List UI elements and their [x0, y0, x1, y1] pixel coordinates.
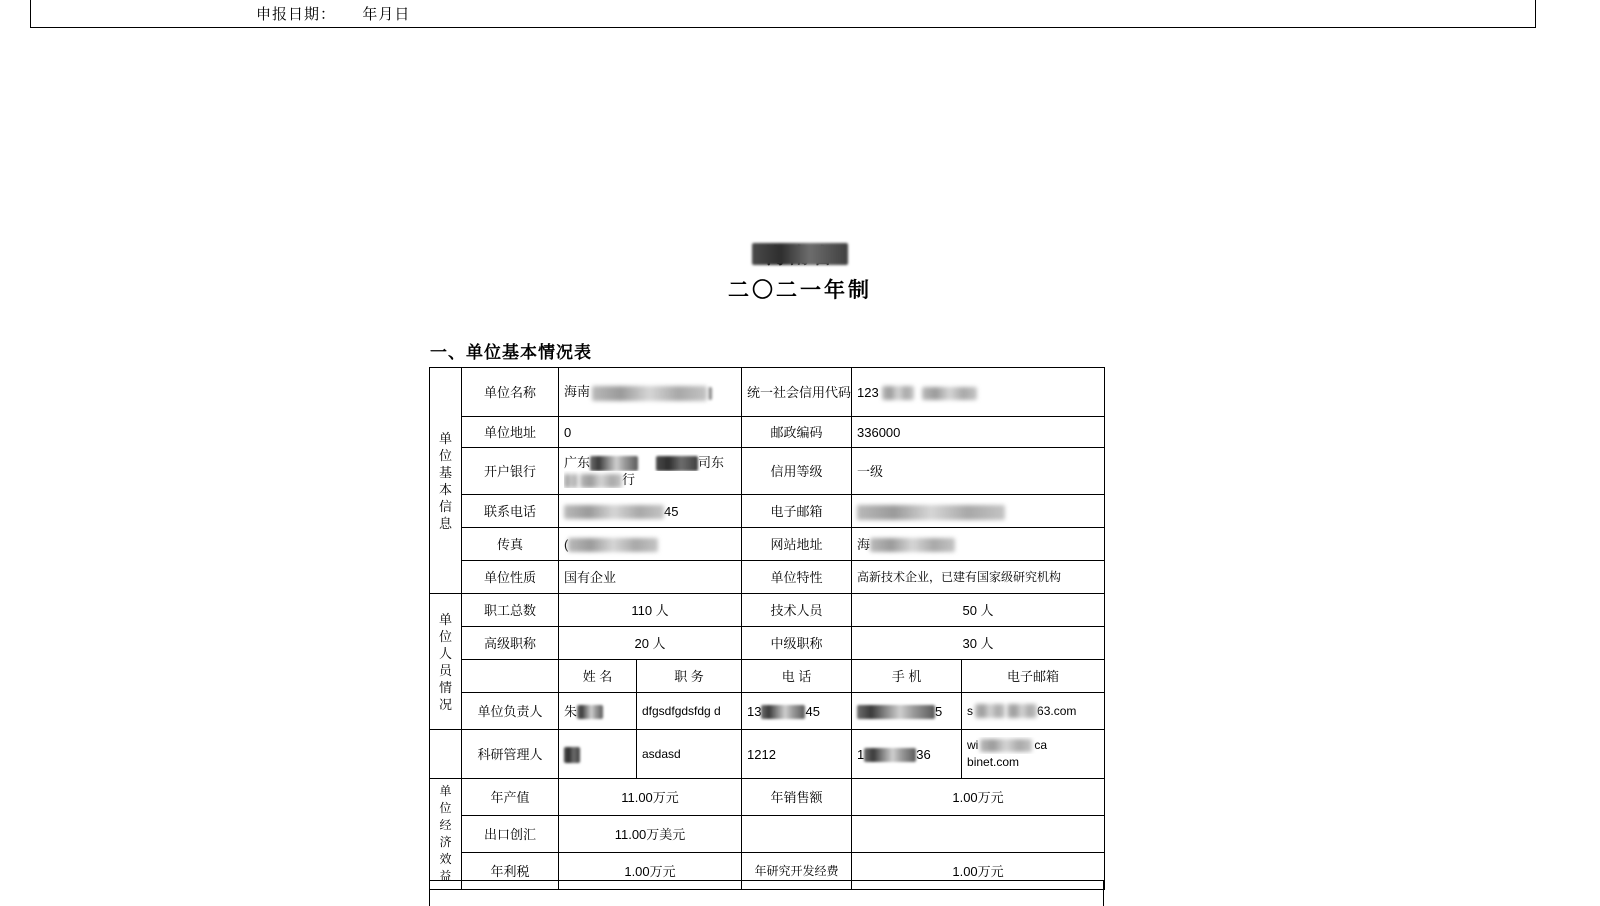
column-header-email: 电子邮箱	[962, 660, 1105, 693]
value-postcode: 336000	[852, 417, 1105, 448]
table-row	[430, 730, 1105, 779]
column-header-name: 姓 名	[559, 660, 637, 693]
label-export-earnings: 出口创汇	[462, 816, 559, 853]
declaration-date-line	[256, 3, 410, 24]
value-research-name	[559, 730, 637, 779]
label-email: 电子邮箱	[742, 495, 852, 528]
label-unit-leader: 单位负责人	[462, 693, 559, 730]
value-phone-text: 45	[664, 503, 679, 519]
value-research-mobile-tail: 36	[916, 746, 931, 762]
column-header-tel: 电 话	[742, 660, 852, 693]
label-annual-tax: 年利税	[462, 853, 559, 890]
table-row	[430, 417, 1105, 448]
value-bank	[559, 448, 742, 495]
redaction-icon	[980, 739, 1032, 752]
redaction-icon	[975, 704, 1005, 718]
label-credit-rank: 信用等级	[742, 448, 852, 495]
label-research-manager: 科研管理人	[462, 730, 559, 779]
label-unit-name: 单位名称	[462, 368, 559, 417]
redaction-title-icon	[752, 243, 848, 265]
label-mid-title: 中级职称	[742, 627, 852, 660]
value-annual-tax: 1.00万元	[559, 853, 742, 890]
redaction-icon	[564, 505, 664, 519]
value-phone	[559, 495, 742, 528]
label-phone: 联系电话	[462, 495, 559, 528]
value-leader-email-head: s	[967, 703, 974, 718]
value-leader-tel-tail: 45	[805, 703, 820, 719]
table-row	[430, 495, 1105, 528]
label-annual-sales: 年销售额	[742, 779, 852, 816]
value-research-tel: 1212	[742, 730, 852, 779]
redaction-icon	[656, 456, 698, 471]
table-row	[430, 368, 1105, 417]
table-row	[430, 627, 1105, 660]
label-postcode: 邮政编码	[742, 417, 852, 448]
redaction-icon	[761, 705, 805, 719]
redaction-icon	[857, 505, 1005, 520]
value-leader-name	[559, 693, 637, 730]
label-tech-staff: 技术人员	[742, 594, 852, 627]
value-rd-funding: 1.00万元	[852, 853, 1105, 890]
redaction-icon	[580, 474, 622, 488]
redaction-icon	[922, 387, 977, 400]
label-annual-output: 年产值	[462, 779, 559, 816]
value-credit-code-text: 123	[857, 384, 879, 400]
value-research-duty: asdasd	[637, 730, 742, 779]
value-fax-text: (	[564, 536, 569, 552]
redaction-icon	[870, 538, 955, 552]
table-row	[430, 448, 1105, 495]
value-unit-address: 0	[559, 417, 742, 448]
value-leader-mobile	[852, 693, 962, 730]
value-email	[852, 495, 1105, 528]
redaction-icon	[864, 748, 916, 762]
table-row	[430, 816, 1105, 853]
value-credit-rank: 一级	[852, 448, 1105, 495]
group-label-basic-info: 单 位 基 本 信 息	[430, 368, 462, 594]
previous-page-table-strip	[30, 0, 1536, 28]
value-research-email	[962, 730, 1105, 779]
redaction-icon	[592, 386, 707, 401]
column-header-mobile: 手 机	[852, 660, 962, 693]
value-unit-feature: 高新技术企业，已建有国家级研究机构	[852, 561, 1105, 594]
table-row	[430, 693, 1105, 730]
unit-basic-info-table	[429, 367, 1105, 890]
empty-cell	[462, 660, 559, 693]
section-heading: 一、单位基本情况表	[430, 343, 592, 362]
redaction-icon	[882, 386, 914, 400]
value-leader-mobile-tail: 5	[935, 703, 943, 719]
table-row	[430, 660, 1105, 693]
redaction-icon	[590, 456, 638, 471]
value-unit-name	[559, 368, 742, 417]
label-staff-total: 职工总数	[462, 594, 559, 627]
column-header-duty: 职 务	[637, 660, 742, 693]
label-bank: 开户银行	[462, 448, 559, 495]
table-row	[430, 561, 1105, 594]
value-fax	[559, 528, 742, 561]
document-title-line-2: 二〇二一年制	[728, 279, 872, 302]
value-website-text: 海	[857, 536, 871, 552]
value-research-email-mid: ca	[1034, 738, 1048, 752]
value-bank-text-2: 司东	[698, 454, 725, 470]
redaction-icon	[1007, 704, 1037, 718]
label-unit-feature: 单位特性	[742, 561, 852, 594]
redaction-icon	[568, 538, 658, 552]
empty-cell	[852, 816, 1105, 853]
value-research-mobile	[852, 730, 962, 779]
group-label-economic: 单位 经济 效益	[430, 779, 462, 890]
value-export-earnings: 11.00万美元	[559, 816, 742, 853]
value-research-email-head: wi	[967, 738, 979, 752]
value-mid-title: 30 人	[852, 627, 1105, 660]
label-unit-address: 单位地址	[462, 417, 559, 448]
table-row	[430, 528, 1105, 561]
value-leader-email-tail: 63.com	[1037, 703, 1077, 718]
value-unit-nature: 国有企业	[559, 561, 742, 594]
value-unit-name-text: 海南	[564, 384, 591, 400]
group-label-staff-info-cont	[430, 730, 462, 779]
label-website: 网站地址	[742, 528, 852, 561]
redaction-icon	[857, 705, 935, 719]
redaction-icon	[564, 474, 578, 488]
table-row	[430, 779, 1105, 816]
empty-cell	[742, 816, 852, 853]
table-row	[430, 594, 1105, 627]
value-research-mobile-head: 1	[857, 746, 865, 762]
redaction-icon	[564, 747, 580, 763]
value-leader-tel-head: 13	[747, 703, 762, 719]
label-rd-funding: 年研究开发经费	[742, 853, 852, 890]
group-label-staff-info: 单 位 人 员 情 况	[430, 594, 462, 730]
value-credit-code	[852, 368, 1105, 417]
declaration-date-label: 申报日期：	[256, 6, 337, 23]
label-credit-code: 统一社会信用代码	[742, 368, 852, 417]
value-annual-output: 11.00万元	[559, 779, 742, 816]
value-bank-text-1: 广东	[564, 454, 591, 470]
label-fax: 传真	[462, 528, 559, 561]
redaction-icon	[577, 705, 603, 719]
label-unit-nature: 单位性质	[462, 561, 559, 594]
value-annual-sales: 1.00万元	[852, 779, 1105, 816]
value-leader-email	[962, 693, 1105, 730]
redaction-icon	[709, 387, 712, 400]
value-website	[852, 528, 1105, 561]
value-leader-duty: dfgsdfgdsfdg d	[637, 693, 742, 730]
table-continuation-strip	[429, 880, 1104, 906]
declaration-date-value: 年月日	[362, 6, 411, 23]
value-research-email-tail: binet.com	[967, 755, 1020, 769]
label-senior-title: 高级职称	[462, 627, 559, 660]
value-bank-text-3: 行	[622, 472, 636, 488]
value-leader-name-text: 朱	[564, 703, 578, 719]
value-staff-total: 110 人	[559, 594, 742, 627]
value-senior-title: 20 人	[559, 627, 742, 660]
value-tech-staff: 50 人	[852, 594, 1105, 627]
value-leader-tel	[742, 693, 852, 730]
